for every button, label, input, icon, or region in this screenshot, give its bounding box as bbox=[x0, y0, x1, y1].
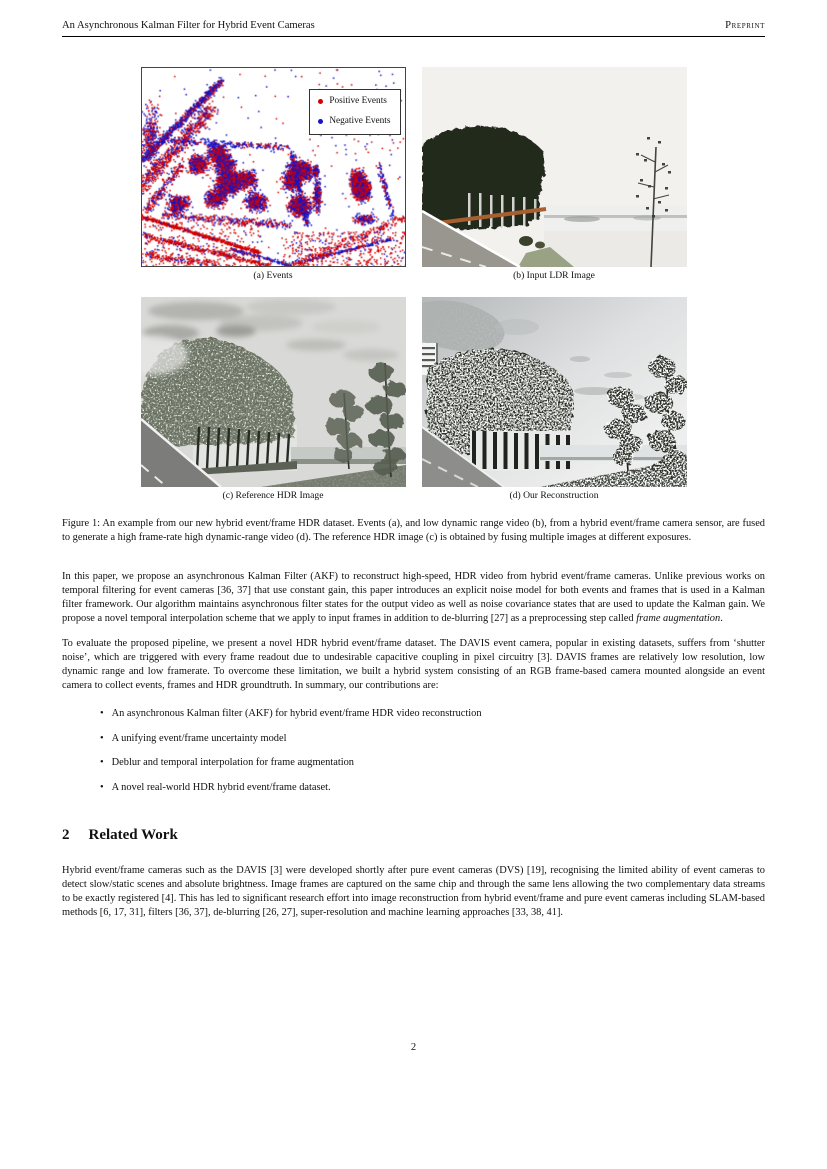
negative-events-dot bbox=[318, 119, 323, 124]
panel-hdr bbox=[141, 297, 406, 487]
paragraph-intro-text: In this paper, we propose an asynchronous Kalman Filter (AKF) to reconstruct high-speed, HDR video from hybrid event/frame cameras. Unlike previous works on temporal filtering for event cameras [36, 37] that use constant gain, this paper introduces an explicit noise model for both events and frames that is used in a Kalman filter framework. Our algorithm maintains asynchronous filter states for the output video as well as noise covariance states that are used to update the Kalman gain. We propose a novel temporal interpolation scheme that we apply to input frames in addition to de-blurring [27] as a preprocessing step called bbox=[62, 571, 765, 624]
subcaption-d: (d) Our Reconstruction bbox=[509, 490, 599, 501]
panel-reconstruction bbox=[422, 297, 687, 487]
legend-row-negative bbox=[318, 117, 390, 126]
legend-row-positive bbox=[318, 97, 390, 106]
frame-augmentation-italic: frame augmentation bbox=[636, 612, 721, 624]
contribution-item: • Deblur and temporal interpolation for frame augmentation bbox=[100, 756, 765, 770]
hdr-image bbox=[141, 297, 406, 487]
subcaption-a: (a) Events bbox=[253, 270, 293, 281]
contribution-item: • A novel real-world HDR hybrid event/frame dataset. bbox=[100, 781, 765, 795]
ldr-water bbox=[544, 205, 687, 267]
contribution-list bbox=[62, 707, 765, 794]
ldr-image bbox=[422, 67, 687, 267]
section-heading bbox=[62, 827, 765, 844]
panel-events bbox=[141, 67, 406, 267]
panel-ldr bbox=[422, 67, 687, 267]
section-number: 2 bbox=[62, 827, 70, 844]
figure-caption: Figure 1: An example from our new hybrid event/frame HDR dataset. Events (a), and low dynamic range video (b), from a hybrid event/frame camera sensor, are fused to generate a high frame-rate high dynamic-range video (d). The reference HDR image (c) is obtained by fusing multiple images at different exposures. bbox=[62, 518, 765, 543]
subcaption-c: (c) Reference HDR Image bbox=[222, 490, 324, 501]
running-title: An Asynchronous Kalman Filter for Hybrid Event Cameras bbox=[62, 20, 315, 31]
paragraph-dataset: To evaluate the proposed pipeline, we present a novel HDR hybrid event/frame dataset. The DAVIS event camera, popular in existing datasets, suffers from ‘shutter noise’, which are triggered with every frame readout due to undesirable capacitive coupling in pixel circuitry [3]. DAVIS frames are relatively low resolution, low dynamic range and low framerate. To overcome these limitation, we built a hybrid system consisting of an RGB frame-based camera mounted alongside an event camera to collect events, frames and HDR groundtruth. In summary, our contributions are: bbox=[62, 638, 765, 691]
reconstruction-image bbox=[422, 297, 687, 487]
events-legend bbox=[309, 89, 400, 135]
contribution-item: • A unifying event/frame uncertainty model bbox=[100, 732, 765, 746]
paragraph-intro: In this paper, we propose an asynchronous Kalman Filter (AKF) to reconstruct high-speed, HDR video from hybrid event/frame cameras. Unlike previous works on temporal filtering for event cameras [36, 37] that use constant gain, this paper introduces an explicit noise model for both events and frames that is used in a Kalman filter framework. Our algorithm maintains asynchronous filter states for the output video as well as noise covariance states that are used to update the Kalman gain. We propose a novel temporal interpolation scheme that we apply to input frames in addition to de-blurring [27] as a preprocessing step called frame augmentation. bbox=[62, 571, 765, 624]
preprint-tag: Preprint bbox=[725, 20, 765, 31]
legend-positive-label: Positive Events bbox=[329, 96, 387, 106]
subcaption-b: (b) Input LDR Image bbox=[513, 270, 595, 281]
section-title: Related Work bbox=[88, 827, 178, 844]
legend-negative-label: Negative Events bbox=[329, 116, 391, 127]
contribution-item: • An asynchronous Kalman filter (AKF) for hybrid event/frame HDR video reconstruction bbox=[100, 707, 765, 721]
running-header bbox=[62, 20, 765, 37]
positive-events-dot bbox=[318, 99, 323, 104]
figure-1 bbox=[62, 67, 765, 544]
page-number: 2 bbox=[410, 1042, 417, 1053]
paragraph-related-work: Hybrid event/frame cameras such as the DAVIS [3] were developed shortly after pure event cameras (DVS) [19], recognising the limited ability of event cameras to detect slow/static scenes and absolute brightness. Image frames are captured on the same chip and through the same lens allowing the two complementary data streams to be exactly registered [4]. This has led to significant research effort into image reconstruction from hybrid event/frame and pure event cameras including SLAM-based methods [6, 17, 31], filters [36, 37], de-blurring [26, 27], super-resolution and machine learning approaches [33, 38, 41]. bbox=[62, 865, 765, 918]
